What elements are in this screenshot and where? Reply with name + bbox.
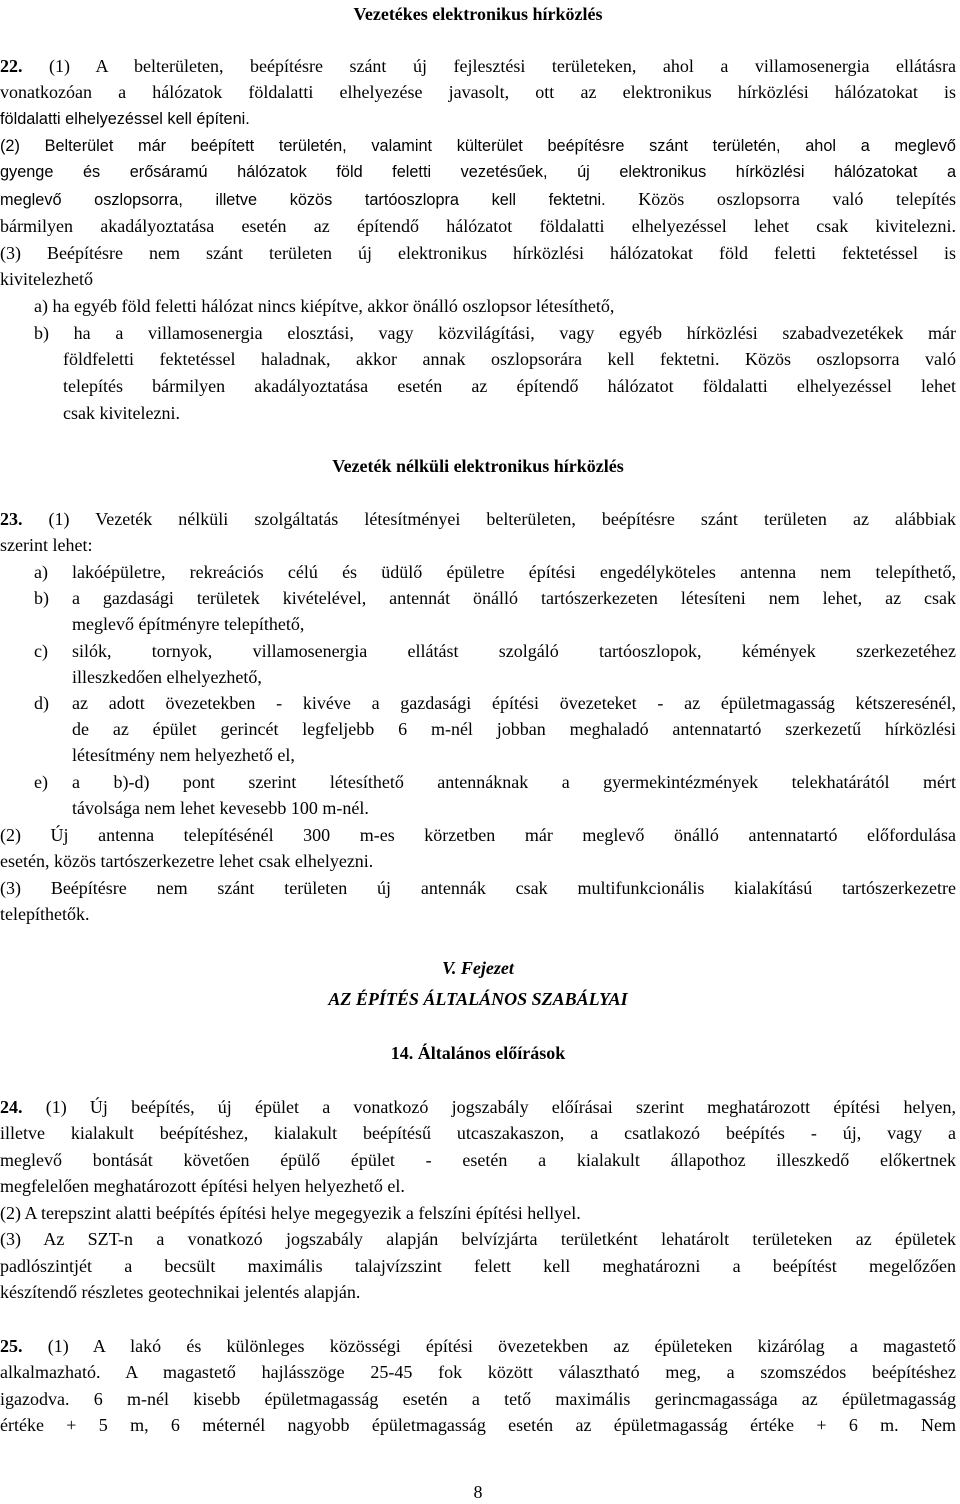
list-item-23-a-line-1: lakóépületre, rekreációs célú és üdülő épületre építési engedélyköteles antenna nem telepíthető,: [72, 562, 956, 582]
para-22-2-line-3: meglevő oszlopsorra, illetve közös tartóoszlopra kell fektetni. Közös oszlopsorra való telepítés: [0, 189, 957, 209]
list-item-22-b-line-2: földfeletti fektetéssel haladnak, akkor annak oszlopsorára kell fektetni. Közös oszlopsorra való: [63, 349, 956, 369]
para-number-24: 24.: [0, 1097, 23, 1117]
list-item-22-b-line-4: csak kivitelezni.: [63, 403, 180, 423]
section-heading-wireless: Vezeték nélküli elektronikus hírközlés: [332, 456, 624, 476]
para-number-23: 23.: [0, 509, 23, 529]
para-25-1-line-4: értéke + 5 m, 6 méternél nagyobb épületmagasság esetén az épületmagasság értéke + 6 m. Nem: [0, 1415, 956, 1435]
para-24-3-line-1: (3) Az SZT-n a vonatkozó jogszabály alapján belvízjárta területként lehatárolt területeken az épületek: [0, 1229, 956, 1249]
para-number-22: 22.: [0, 56, 23, 76]
para-number-25: 25.: [0, 1336, 23, 1356]
para-24-1-line-2: illetve kialakult beépítéshez, kialakult beépítésű utcaszakaszon, a csatlakozó beépítés - új, vagy a: [0, 1123, 956, 1143]
subsection-heading: 14. Általános előírások: [390, 1043, 566, 1063]
para-22-3-line-2: kivitelezhető: [0, 269, 93, 289]
list-label-23-c: c): [34, 641, 48, 661]
para-25-1-line-2: alkalmazható. A magastető hajlásszöge 25-45 fok között választható meg, a szomszédos beépítéshez: [0, 1362, 956, 1382]
list-item-23-b-line-2: meglevő építményre telepíthető,: [72, 614, 305, 634]
para-23-1-line-2: szerint lehet:: [0, 535, 93, 555]
list-item-23-b-line-1: a gazdasági területek kivételével, antennát önálló tartószerkezeten létesíteni nem lehet, az csak: [72, 588, 956, 608]
para-23-1-line-1: 23. (1) Vezeték nélküli szolgáltatás létesítményei belterületen, beépítésre szánt területen az alábbiak: [0, 509, 956, 529]
para-22-3-line-1: (3) Beépítésre nem szánt területen új elektronikus hírközlési hálózatokat föld feletti fektetéssel is: [0, 243, 956, 263]
para-23-3-line-1: (3) Beépítésre nem szánt területen új antennák csak multifunkcionális kialakítású tartószerkezetre: [0, 878, 956, 898]
list-label-23-e: e): [34, 772, 48, 792]
para-22-2-line-4: bármilyen akadályoztatása esetén az építendő hálózatot földalatti elhelyezéssel lehet csak kivitelezni.: [0, 216, 956, 236]
para-24-3-line-3: készítendő részletes geotechnikai jelentés alapján.: [0, 1282, 361, 1302]
para-24-1-line-1: 24. (1) Új beépítés, új épület a vonatkozó jogszabály előírásai szerint meghatározott építési helyen,: [0, 1097, 956, 1117]
para-23-2-line-1: (2) Új antenna telepítésénél 300 m-es körzetben már meglevő önálló antennatartó előfordulása: [0, 825, 956, 845]
para-25-1-line-1: 25. (1) A lakó és különleges közösségi építési övezetekben az épületeken kizárólag a magastető: [0, 1336, 956, 1356]
list-item-23-c-line-2: illeszkedően elhelyezhető,: [72, 667, 262, 687]
para-22-1-line-1: 22. (1) A belterületen, beépítésre szánt új fejlesztési területeken, ahol a villamosenergia ellátásra: [0, 56, 956, 76]
list-item-23-d-line-2: de az épület gerincét legfeljebb 6 m-nél jobban meghaladó antennatartó szerkezetű hírközlési: [72, 719, 956, 739]
para-24-1-line-3: meglevő bontását követően épülő épület - esetén a kialakult állapothoz illeszkedő előkertnek: [0, 1150, 956, 1170]
list-label-23-a: a): [34, 562, 48, 582]
para-24-1-line-4: megfelelően meghatározott építési helyen helyezhető el.: [0, 1176, 405, 1196]
para-24-2-line-1: (2) A terepszint alatti beépítés építési helye megegyezik a felszíni építési hellyel.: [0, 1203, 581, 1223]
list-label-23-b: b): [34, 588, 49, 608]
list-item-23-d-line-3: létesítmény nem helyezhető el,: [72, 745, 295, 765]
list-item-22-b-line-3: telepítés bármilyen akadályoztatása esetén az építendő hálózatot földalatti elhelyezéssel lehet: [63, 376, 956, 396]
para-22-1-line-3: földalatti elhelyezéssel kell építeni.: [0, 110, 250, 128]
chapter-title: AZ ÉPÍTÉS ÁLTALÁNOS SZABÁLYAI: [328, 989, 628, 1009]
para-23-2-line-2: esetén, közös tartószerkezetre lehet csak elhelyezni.: [0, 851, 374, 871]
para-22-2-line-1: (2) Belterület már beépített területén, valamint külterület beépítésre szánt területén, ahol a meglevő: [0, 137, 956, 155]
list-item-22-b-line-1: b) ha a villamosenergia elosztási, vagy közvilágítási, vagy egyéb hírközlési szabadvezetékek már: [34, 323, 956, 343]
page-number: 8: [473, 1482, 483, 1502]
list-item-23-d-line-1: az adott övezetekben - kivéve a gazdasági építési övezeteket - az épületmagasság kétszeresénél,: [72, 693, 956, 713]
para-25-1-line-3: igazodva. 6 m-nél kisebb épületmagasság esetén a tető maximális gerincmagassága az épületmagasság: [0, 1389, 956, 1409]
list-item-23-e-line-2: távolsága nem lehet kevesebb 100 m-nél.: [72, 798, 369, 818]
list-label-23-d: d): [34, 693, 49, 713]
para-22-2-line-2: gyenge és erősáramú hálózatok föld feletti vezetésűek, új elektronikus hírközlési hálózatokat a: [0, 163, 956, 181]
para-24-3-line-2: padlószintjét a becsült maximális talajvízszint felett kell meghatározni a beépítést megelőzően: [0, 1256, 956, 1276]
list-item-23-c-line-1: silók, tornyok, villamosenergia ellátást szolgáló tartóoszlopok, kémények szerkezetéhez: [72, 641, 956, 661]
para-22-1-line-2: vonatkozóan a hálózatok földalatti elhelyezése javasolt, ott az elektronikus hírközlési hálózatokat is: [0, 82, 956, 102]
chapter-label: V. Fejezet: [442, 958, 514, 978]
section-heading-wired: Vezetékes elektronikus hírközlés: [353, 4, 603, 24]
para-23-3-line-2: telepíthetők.: [0, 904, 90, 924]
list-item-23-e-line-1: a b)-d) pont szerint létesíthető antennáknak a gyermekintézmények telekhatárától mért: [72, 772, 956, 792]
list-item-22-a: a) ha egyéb föld feletti hálózat nincs kiépítve, akkor önálló oszlopsor létesíthető,: [34, 296, 615, 316]
